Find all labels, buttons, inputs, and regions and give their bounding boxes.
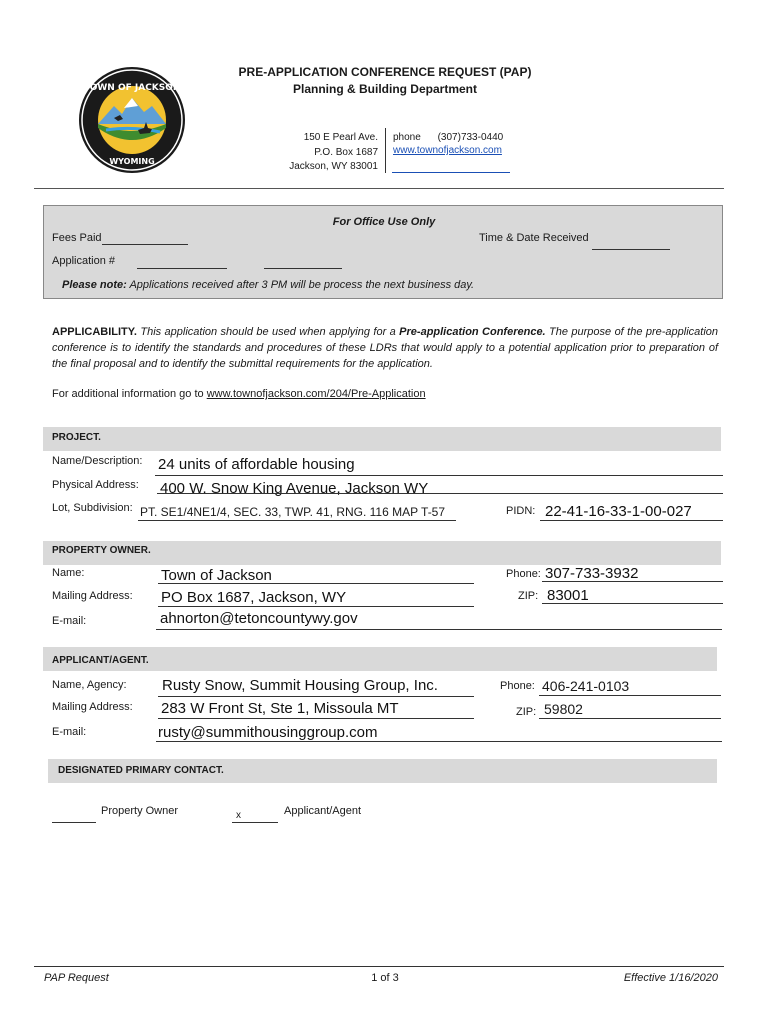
applicability-heading: APPLICABILITY. — [52, 326, 137, 338]
phone-label: phone — [393, 132, 421, 143]
footer-form-name: PAP Request — [44, 972, 109, 984]
owner-heading: PROPERTY OWNER. — [52, 545, 151, 556]
info-link[interactable]: www.townofjackson.com/204/Pre-Application — [206, 388, 426, 400]
owner-mailing-line — [158, 606, 474, 607]
applicant-phone-label: Phone: — [500, 680, 535, 692]
additional-info — [52, 388, 426, 400]
project-section-band — [43, 427, 721, 451]
owner-name-label: Name: — [52, 567, 85, 579]
pidn-value[interactable]: 22-41-16-33-1-00-027 — [545, 503, 692, 520]
website-link[interactable]: www.townofjackson.com — [393, 145, 502, 156]
footer-page-number: 1 of 3 — [371, 972, 399, 984]
owner-phone-value[interactable]: 307-733-3932 — [545, 565, 639, 582]
owner-mailing-value[interactable]: PO Box 1687, Jackson, WY — [161, 589, 347, 606]
logo-text-top: TOWN OF JACKSON — [83, 83, 181, 93]
applicant-email-label: E-mail: — [52, 726, 87, 738]
applicant-agent-checkline[interactable] — [232, 822, 278, 823]
application-number-field[interactable] — [137, 268, 227, 269]
applicant-zip-line — [539, 718, 721, 719]
footer-effective-date: Effective 1/16/2020 — [623, 972, 718, 984]
address-line: P.O. Box 1687 — [314, 146, 378, 158]
owner-phone-line — [542, 581, 723, 582]
property-owner-option-label: Property Owner — [101, 805, 179, 817]
office-use-box — [43, 205, 723, 299]
applicant-phone-line — [539, 695, 721, 696]
department-name: Planning & Building Department — [292, 82, 477, 96]
applicability-text-b: The purpose of the pre-application conference is to identify the standards and procedures of these LDRs that would apply to a potential application prior to preparation of the final proposal and to identify the submittal requirements for the application. — [52, 326, 719, 370]
contact-heading: DESIGNATED PRIMARY CONTACT. — [58, 765, 224, 776]
project-name-line — [155, 475, 723, 476]
physical-address-label: Physical Address: — [52, 479, 139, 491]
owner-phone-label: Phone: — [506, 568, 541, 580]
time-received-label: Time & Date Received — [479, 232, 589, 244]
pidn-label: PIDN: — [506, 505, 536, 517]
applicant-mailing-label: Mailing Address: — [52, 701, 133, 713]
info-prefix: For additional information go to — [52, 388, 207, 400]
owner-mailing-label: Mailing Address: — [52, 590, 133, 602]
office-use-title: For Office Use Only — [332, 216, 436, 228]
lot-subdivision-line — [138, 520, 456, 521]
address-block — [270, 131, 378, 175]
applicant-agent-option-label: Applicant/Agent — [284, 805, 362, 817]
application-number-label: Application # — [52, 255, 115, 267]
phone-line — [393, 131, 513, 146]
applicant-mailing-value[interactable]: 283 W Front St, Ste 1, Missoula MT — [161, 700, 399, 717]
address-divider — [385, 128, 386, 173]
website-underline — [392, 172, 510, 173]
applicability-paragraph — [52, 324, 718, 372]
applicant-heading: APPLICANT/AGENT. — [52, 655, 149, 666]
phone-number: (307)733-0440 — [437, 132, 504, 143]
applicant-name-line — [158, 696, 474, 697]
address-line: 150 E Pearl Ave. — [303, 132, 378, 143]
time-received-field[interactable] — [592, 249, 670, 250]
fees-paid-label: Fees Paid — [52, 232, 102, 244]
logo-text-bottom: WYOMING — [109, 157, 155, 166]
physical-address-line — [157, 493, 723, 494]
pidn-line — [540, 520, 723, 521]
project-name-value[interactable]: 24 units of affordable housing — [158, 456, 355, 473]
applicant-email-value[interactable]: rusty@summithousinggroup.com — [158, 724, 378, 741]
fees-paid-field[interactable] — [102, 244, 188, 245]
applicant-name-value[interactable]: Rusty Snow, Summit Housing Group, Inc. — [162, 677, 438, 694]
applicant-name-label: Name, Agency: — [52, 679, 127, 691]
owner-zip-line — [542, 603, 723, 604]
property-owner-checkline[interactable] — [52, 822, 96, 823]
owner-email-label: E-mail: — [52, 615, 87, 627]
owner-zip-value[interactable]: 83001 — [547, 587, 589, 604]
address-line: Jackson, WY 83001 — [289, 161, 378, 172]
project-name-label: Name/Description: — [52, 455, 143, 467]
owner-email-line — [156, 629, 722, 630]
physical-address-value[interactable]: 400 W. Snow King Avenue, Jackson WY — [160, 480, 429, 497]
owner-email-value[interactable]: ahnorton@tetoncountywy.gov — [160, 610, 358, 627]
lot-subdivision-label: Lot, Subdivision: — [52, 502, 133, 514]
note-text: Applications received after 3 PM will be process the next business day. — [126, 279, 475, 291]
town-seal-logo — [78, 66, 186, 174]
owner-zip-label: ZIP: — [518, 590, 539, 602]
applicant-zip-value[interactable]: 59802 — [544, 701, 583, 717]
applicability-bold: Pre-application Conference. — [399, 326, 546, 338]
owner-name-line — [158, 583, 474, 584]
note-bold: Please note: — [62, 279, 127, 291]
applicability-text-a: This application should be used when applying for a — [136, 326, 400, 338]
applicant-email-line — [156, 741, 722, 742]
header-divider — [34, 188, 724, 189]
lot-subdivision-value[interactable]: PT. SE1/4NE1/4, SEC. 33, TWP. 41, RNG. 116 MAP T-57 — [140, 505, 446, 519]
applicant-zip-label: ZIP: — [516, 706, 537, 718]
applicant-mailing-line — [158, 718, 474, 719]
owner-name-value[interactable]: Town of Jackson — [161, 567, 272, 584]
office-note — [62, 279, 474, 291]
applicant-agent-mark: x — [236, 810, 241, 821]
application-number-field-2[interactable] — [264, 268, 342, 269]
project-heading: PROJECT. — [52, 432, 101, 443]
form-title: PRE-APPLICATION CONFERENCE REQUEST (PAP) — [238, 65, 532, 79]
footer-divider — [34, 966, 724, 967]
applicant-phone-value[interactable]: 406-241-0103 — [542, 678, 630, 694]
